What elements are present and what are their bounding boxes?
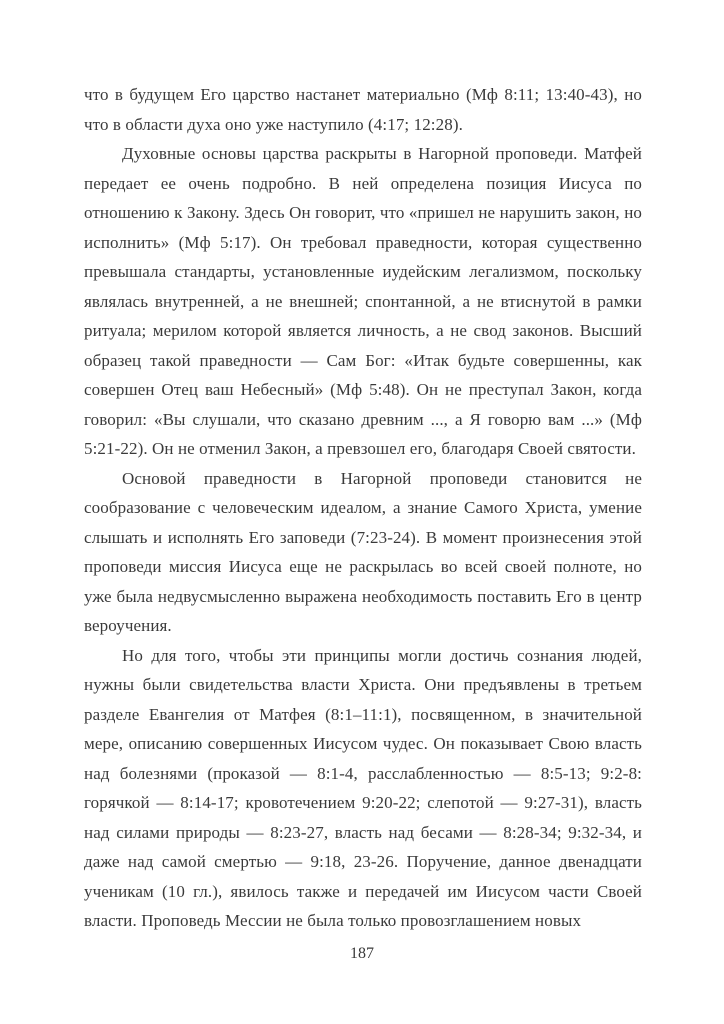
text-block [84, 80, 642, 936]
paragraph: Основой праведности в Нагорной проповеди становится не сообразование с человеческим идеалом, а знание Самого Христа, умение слышать и исполнять Его заповеди (7:23-24). В момент произнесения этой проповеди миссия Иисуса еще не раскрылась во всей своей полноте, но уже была недвусмысленно выражена необходимость поставить Его в центр вероучения. [84, 468, 642, 635]
paragraph: что в будущем Его царство настанет материально (Мф 8:11; 13:40-43), но что в области духа оно уже наступило (4:17; 12:28). [84, 85, 642, 134]
paragraph: Но для того, чтобы эти принципы могли достичь сознания людей, нужны были свидетельства власти Христа. Они предъявлены в третьем разделе Евангелия от Матфея (8:1–11:1), посвященном, в значительной мере, описанию совершенных Иисусом чудес. Он показывает Свою власть над болезнями (проказой — 8:1-4, расслабленностью — 8:5-13; 9:2-8: горячкой — 8:14-17; кровотечением 9:20-22; слепотой — 9:27-31), власть над силами природы — 8:23-27, власть над бесами — 8:28-34; 9:32-34, и даже над самой смертью — 9:18, 23-26. Поручение, данное двенадцати ученикам (10 гл.), явилось также и передачей им Иисусом части Своей власти. Проповедь Мессии не была только провозглашением новых [84, 645, 642, 930]
page-number: 187 [350, 945, 374, 962]
paragraph: Духовные основы царства раскрыты в Нагорной проповеди. Матфей передает ее очень подробно. В ней определена позиция Иисуса по отношению к Закону. Здесь Он говорит, что «пришел не нарушить закон, но исполнить» (Мф 5:17). Он требовал праведности, которая существенно превышала стандарты, установленные иудейским легализмом, поскольку являлась внутренней, а не внешней; спонтанной, а не втиснутой в рамки ритуала; мерилом которой является личность, а не свод законов. Высший образец такой праведности — Сам Бог: «Итак будьте совершенны, как совершен Отец ваш Небесный» (Мф 5:48). Он не преступал Закон, когда говорил: «Вы слушали, что сказано древним ..., а Я говорю вам ...» (Мф 5:21-22). Он не отменил Закон, а превзошел его, благодаря Своей святости. [84, 144, 642, 458]
